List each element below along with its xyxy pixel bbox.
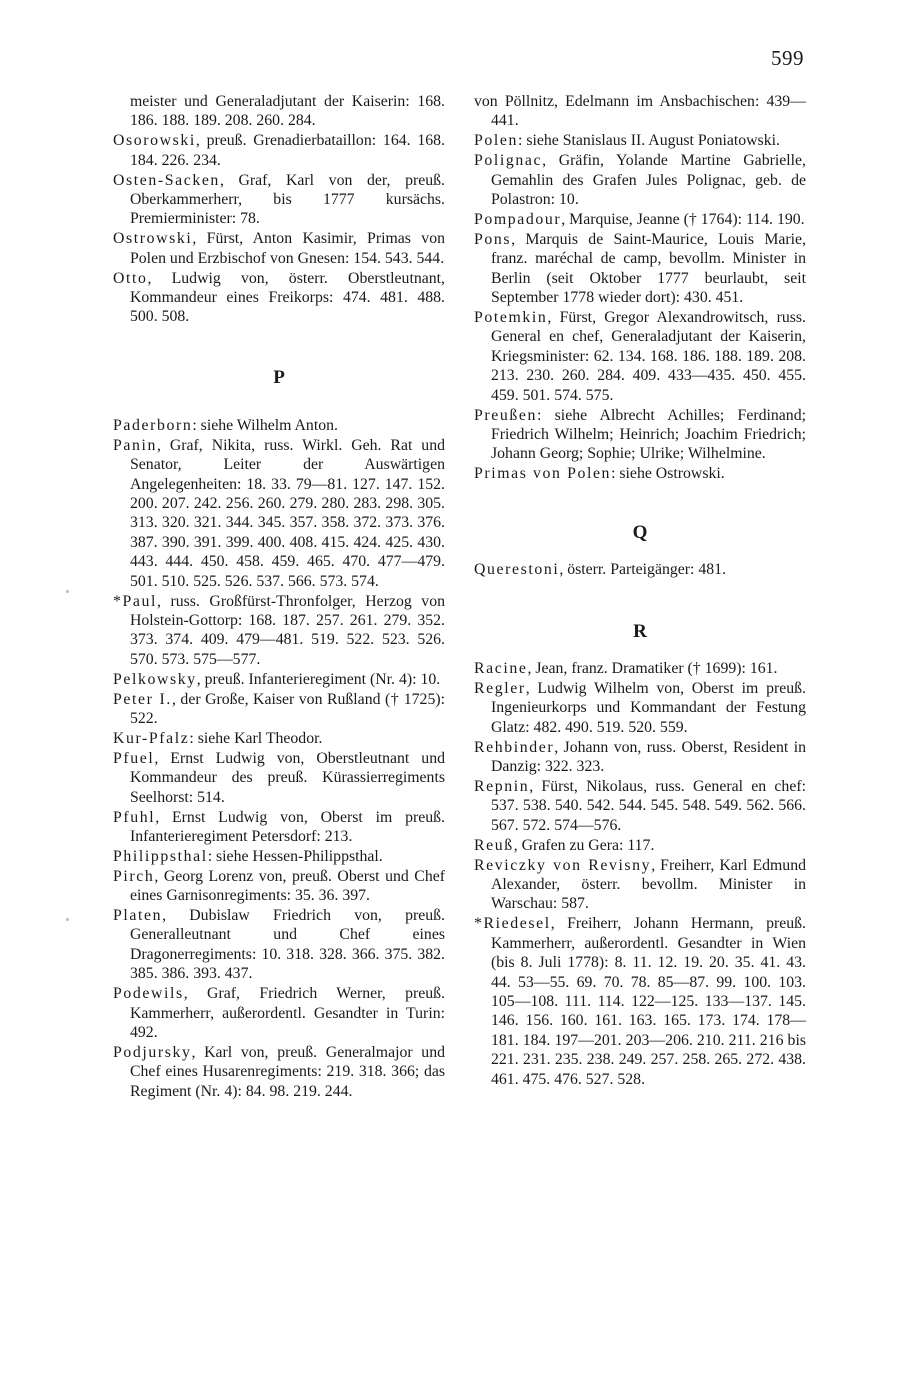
right-column <box>474 92 806 1089</box>
entry-heading: Polen <box>474 132 518 150</box>
index-entry <box>113 808 445 847</box>
entry-heading: Reviczky von Revisny <box>474 856 652 874</box>
entry-heading: Pfuel <box>113 749 155 767</box>
entry-text: , Grafen zu Gera: 117. <box>513 836 655 854</box>
section-letter: P <box>273 366 285 388</box>
index-entry <box>113 131 445 170</box>
entry-text: , Gräfin, Yolande Martine Gabrielle, Gemahlin des Grafen Jules Polignac, geb. de Polastron: 10. <box>491 152 806 209</box>
entry-heading: Platen <box>113 907 163 925</box>
index-entry <box>113 416 445 435</box>
section-letter: Q <box>632 521 648 543</box>
entry-heading: *Paul <box>113 592 157 610</box>
page-number: 599 <box>771 46 804 70</box>
margin-dot <box>66 918 69 921</box>
entry-text: , Ernst Ludwig von, Oberstleutnant und Kommandeur des preuß. Kürassierregiments Seelhorst: 514. <box>130 749 445 806</box>
entry-text: , Fürst, Nikolaus, russ. General en chef: 537. 538. 540. 542. 544. 545. 548. 549. 562. 566. 567. 572. 574—576. <box>491 777 806 834</box>
index-entry <box>113 670 445 689</box>
entry-heading: Pfuhl <box>113 808 156 826</box>
index-entry <box>113 436 445 591</box>
entry-heading: Peter I. <box>113 690 172 708</box>
index-entry <box>113 92 445 131</box>
index-entry <box>474 679 806 737</box>
entry-heading: Querestoni <box>474 560 560 578</box>
entry-heading: Philippsthal <box>113 847 208 865</box>
index-entry <box>113 867 445 906</box>
index-entry <box>113 749 445 807</box>
index-entry <box>474 230 806 308</box>
entry-heading: Potemkin <box>474 308 548 326</box>
index-entry <box>113 847 445 866</box>
entry-text: , preuß. Infanterieregiment (Nr. 4): 10. <box>196 670 441 688</box>
entry-text: , Freiherr, Johann Hermann, preuß. Kammerherr, außerordentl. Gesandter in Wien (bis 8. Juli 1778): 8. 11. 12. 19. 20. 35. 41. 43. 44. 53—55. 69. 70. 78. 85—87. 99. 100. 103. 105—108. 111. 114. 122—125. 133—137. 145. 146. 156. 160. 161. 163. 165. 173. 174. 178—181. 184. 197—201. 203—206. 210. 211. 216 bis 221. 231. 235. 238. 249. 257. 258. 265. 272. 438. 461. 475. 476. 527. 528. <box>491 915 806 1088</box>
entry-text: : siehe Hessen-Philippsthal. <box>207 847 383 865</box>
entry-heading: Kur-Pfalz <box>113 729 190 747</box>
entry-heading: Rehbinder <box>474 738 555 756</box>
entry-text: , Graf, Nikita, russ. Wirkl. Geh. Rat und Senator, Leiter der Auswärtigen Angelegenheiten: 18. 33. 79—81. 127. 147. 152. 200. 207. 242. 256. 260. 279. 280. 283. 298. 305. 313. 320. 321. 344. 345. 357. 358. 372. 373. 376. 387. 390. 391. 399. 400. 408. 415. 424. 425. 430. 443. 444. 450. 458. 459. 465. 470. 477—479. 501. 510. 525. 526. 537. 566. 573. 574. <box>130 436 445 590</box>
index-entry <box>474 856 806 914</box>
entry-text: : siehe Albrecht Achilles; Ferdinand; Friedrich Wilhelm; Heinrich; Joachim Friedrich; Johann Georg; Sophie; Ulrike; Wilhelmine. <box>491 406 806 463</box>
entry-text: , Freiherr, Karl Edmund Alexander, österr. bevollm. Minister in Warschau: 587. <box>491 856 807 913</box>
index-entry <box>474 210 806 229</box>
entry-text: : siehe Stanislaus II. August Poniatowski. <box>517 132 780 150</box>
index-entry <box>474 406 806 464</box>
entry-text: , Ludwig Wilhelm von, Oberst im preuß. Ingenieurkorps und Kommandant der Festung Glatz: 482. 490. 519. 520. 559. <box>491 679 806 736</box>
entry-heading: Pons <box>474 230 512 248</box>
entry-heading: Pirch <box>113 867 155 885</box>
entry-heading: *Riedesel <box>474 915 551 933</box>
entry-text: , Jean, franz. Dramatiker († 1699): 161. <box>527 660 778 678</box>
entry-text: , österr. Parteigänger: 481. <box>559 560 727 578</box>
entry-text: , Johann von, russ. Oberst, Resident in Danzig: 322. 323. <box>491 738 806 776</box>
index-entry <box>113 269 445 327</box>
section-letter: R <box>633 621 647 643</box>
entry-heading: Repnin <box>474 777 530 795</box>
entry-text: , preuß. Grenadierbataillon: 164. 168. 184. 226. 234. <box>130 132 445 169</box>
entry-heading: Preußen <box>474 406 537 424</box>
entry-heading: Osorowski <box>113 132 196 150</box>
entry-heading: Pelkowsky <box>113 670 197 688</box>
index-entry <box>474 777 806 835</box>
entry-heading: Racine <box>474 660 528 678</box>
index-entry <box>474 659 806 678</box>
index-entry <box>113 984 445 1042</box>
index-entry <box>474 836 806 855</box>
index-entry <box>474 131 806 150</box>
entry-text: , Marquise, Jeanne († 1764): 114. 190. <box>561 210 805 228</box>
index-entry <box>113 229 445 268</box>
entry-text: , Georg Lorenz von, preuß. Oberst und Chef eines Garnisonregiments: 35. 36. 397. <box>130 867 445 905</box>
entry-text: : siehe Ostrowski. <box>611 465 725 483</box>
entry-heading: Podewils <box>113 985 184 1003</box>
entry-text: , Marquis de Saint-Maurice, Louis Marie, franz. maréchal de camp, bevollm. Minister in Berlin (seit Oktober 1777 beurlaubt, seit September 1778 wieder dort): 430. 451. <box>491 230 806 307</box>
index-entry <box>474 151 806 209</box>
entry-heading: Paderborn <box>113 416 193 434</box>
entry-text: : siehe Wilhelm Anton. <box>192 416 338 434</box>
entry-text: , Ludwig von, österr. Oberstleutnant, Kommandeur eines Freikorps: 474. 481. 488. 500. 508. <box>130 269 445 326</box>
entry-heading: Podjursky <box>113 1043 192 1061</box>
entry-text: , Karl von, preuß. Generalmajor und Chef eines Husarenregiments: 219. 318. 366; das Regiment (Nr. 4): 84. 98. 219. 244. <box>130 1043 445 1100</box>
entry-heading: Primas von Polen <box>474 465 612 483</box>
entry-text: meister und Generaladjutant der Kaiserin: 168. 186. 188. 189. 208. 260. 284. <box>130 93 445 130</box>
entry-heading: Otto <box>113 269 148 287</box>
index-entry <box>474 92 806 131</box>
index-entry <box>113 690 445 729</box>
entry-text: , der Große, Kaiser von Rußland († 1725): 522. <box>130 690 446 727</box>
entry-heading: Pompadour <box>474 210 562 228</box>
entry-text: : siehe Karl Theodor. <box>189 729 323 747</box>
margin-dot <box>66 590 69 593</box>
entry-heading: Osten-Sacken <box>113 171 220 189</box>
index-entry <box>474 738 806 777</box>
index-entry <box>113 906 445 984</box>
index-entry <box>474 914 806 1089</box>
index-entry <box>113 171 445 229</box>
entry-text: , Graf, Karl von der, preuß. Oberkammerherr, bis 1777 kursächs. Premierminister: 78. <box>130 171 445 228</box>
left-column <box>113 92 445 1102</box>
entry-text: , russ. Großfürst-Thronfolger, Herzog von Holstein-Gottorp: 168. 187. 257. 261. 279. 352. 373. 374. 409. 479—481. 519. 522. 523. 526. 570. 573. 575—577. <box>130 592 445 668</box>
entry-heading: Regler <box>474 679 526 697</box>
entry-text: , Fürst, Gregor Alexandrowitsch, russ. General en chef, Generaladjutant der Kaiserin, Kriegsminister: 62. 134. 168. 186. 188. 189. 208. 213. 230. 260. 284. 409. 433—435. 450. 455. 459. 501. 574. 575. <box>491 308 806 404</box>
entry-heading: Panin <box>113 436 157 454</box>
entry-text: , Ernst Ludwig von, Oberst im preuß. Infanterieregiment Petersdorf: 213. <box>130 808 445 845</box>
index-entry <box>113 592 445 670</box>
index-entry <box>113 729 445 748</box>
entry-text: , Fürst, Anton Kasimir, Primas von Polen und Erzbischof von Gnesen: 154. 543. 544. <box>130 230 445 267</box>
index-entry <box>474 464 806 483</box>
entry-heading: Ostrowski <box>113 230 193 248</box>
index-entry <box>113 1043 445 1101</box>
entry-heading: Polignac <box>474 152 543 170</box>
entry-heading: Reuß <box>474 836 514 854</box>
entry-text: von Pöllnitz, Edelmann im Ansbachischen: 439—441. <box>474 93 806 130</box>
index-entry <box>474 560 806 579</box>
entry-text: , Graf, Friedrich Werner, preuß. Kammerherr, außerordentl. Gesandter in Turin: 492. <box>130 985 445 1041</box>
index-entry <box>474 308 806 405</box>
entry-text: , Dubislaw Friedrich von, preuß. Generalleutnant und Chef eines Dragonerregiments: 10. 318. 328. 366. 375. 382. 385. 386. 393. 437. <box>130 907 445 983</box>
